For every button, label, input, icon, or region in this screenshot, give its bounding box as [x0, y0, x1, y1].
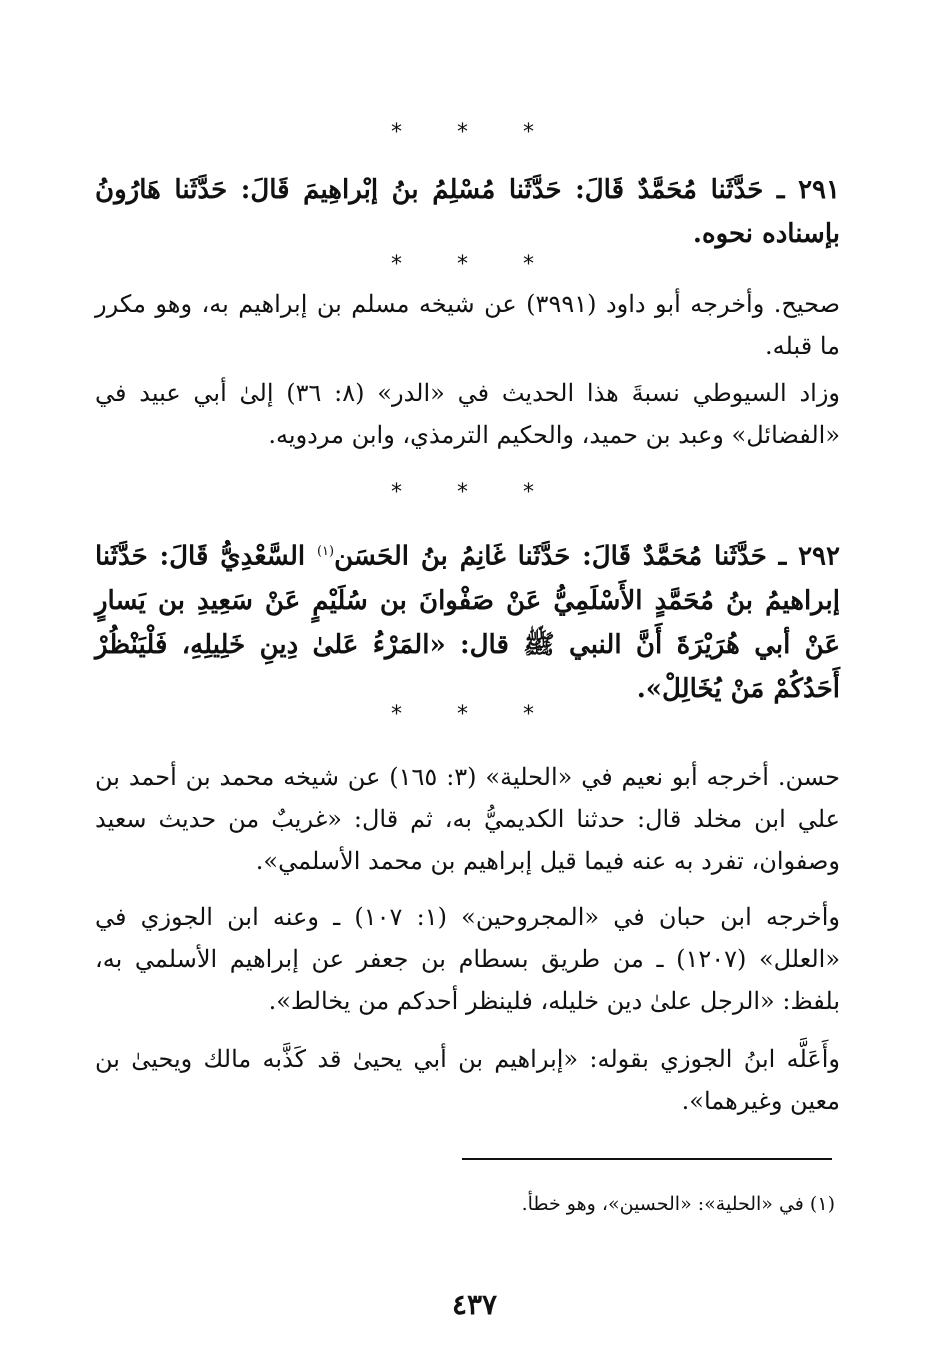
footnote-divider: [462, 1158, 832, 1160]
section-separator: * * *: [391, 120, 558, 145]
footnote-reference: (١): [316, 544, 335, 559]
commentary-291-p1: صحيح. وأخرجه أبو داود (٣٩٩١) عن شيخه مسلم بن إبراهيم به، وهو مكرر ما قبله.: [95, 290, 840, 360]
hadith-292-text-continued: السَّعْدِيُّ قَالَ: حَدَّثَنا إبراهيمُ بنُ مُحَمَّدٍ الأَسْلَمِيُّ عَنْ صَفْوانَ بن سُلَيْمٍ عَنْ سَعِيدِ بن يَسارٍ عَنْ أبي هُرَيْرَةَ أَنَّ النبي ﷺ قال: «المَرْءُ عَلىٰ دِينِ خَلِيلِهِ، فَلْيَنْظُرْ أَحَدُكُمْ مَنْ يُخَالِلْ».: [95, 541, 840, 704]
commentary-291-p2: وزاد السيوطي نسبةَ هذا الحديث في «الدر» (٨: ٣٦) إلىٰ أبي عبيد في «الفضائل» وعبد بن حميد، والحكيم الترمذي، وابن مردويه.: [95, 379, 841, 449]
hadith-292-text: ٢٩٢ ـ حَدَّثَنا مُحَمَّدٌ قَالَ: حَدَّثَنا غَانِمُ بنُ الحَسَن: [334, 541, 840, 572]
commentary-292-p3: وأَعَلَّه ابنُ الجوزي بقوله: «إبراهيم بن أبي يحيىٰ قد كَذَّبه مالك ويحيىٰ بن معين وغيرهما».: [95, 1045, 840, 1115]
section-separator: * * *: [391, 480, 558, 505]
commentary-292-p1: حسن. أخرجه أبو نعيم في «الحلية» (٣: ١٦٥) عن شيخه محمد بن أحمد بن علي ابن مخلد قال: حدثنا الكديميُّ به، ثم قال: «غريبٌ من حديث سعيد وصفوان، تفرد به عنه فيما قيل إبراهيم بن محمد الأسلمي».: [95, 763, 840, 875]
section-separator: * * *: [391, 252, 558, 277]
hadith-292: [95, 530, 840, 711]
page-number: ٤٣٧: [451, 1288, 498, 1321]
commentary-292-p2: وأخرجه ابن حبان في «المجروحين» (١: ١٠٧) ـ وعنه ابن الجوزي في «العلل» (١٢٠٧) ـ من طريق بسطام بن جعفر عن إبراهيم الأسلمي به، بلفظ: «الرجل علىٰ دين خليله، فلينظر أحدكم من يخالط».: [95, 903, 841, 1015]
section-separator: * * *: [391, 702, 558, 727]
footnote-1: (١) في «الحلية»: «الحسين»، وهو خطأ.: [521, 1193, 835, 1215]
hadith-291: ٢٩١ ـ حَدَّثَنا مُحَمَّدٌ قَالَ: حَدَّثَنا مُسْلِمُ بنُ إبْراهِيمَ قَالَ: حَدَّثَنا هَارُونُ بإسناده نحوه.: [95, 175, 840, 249]
